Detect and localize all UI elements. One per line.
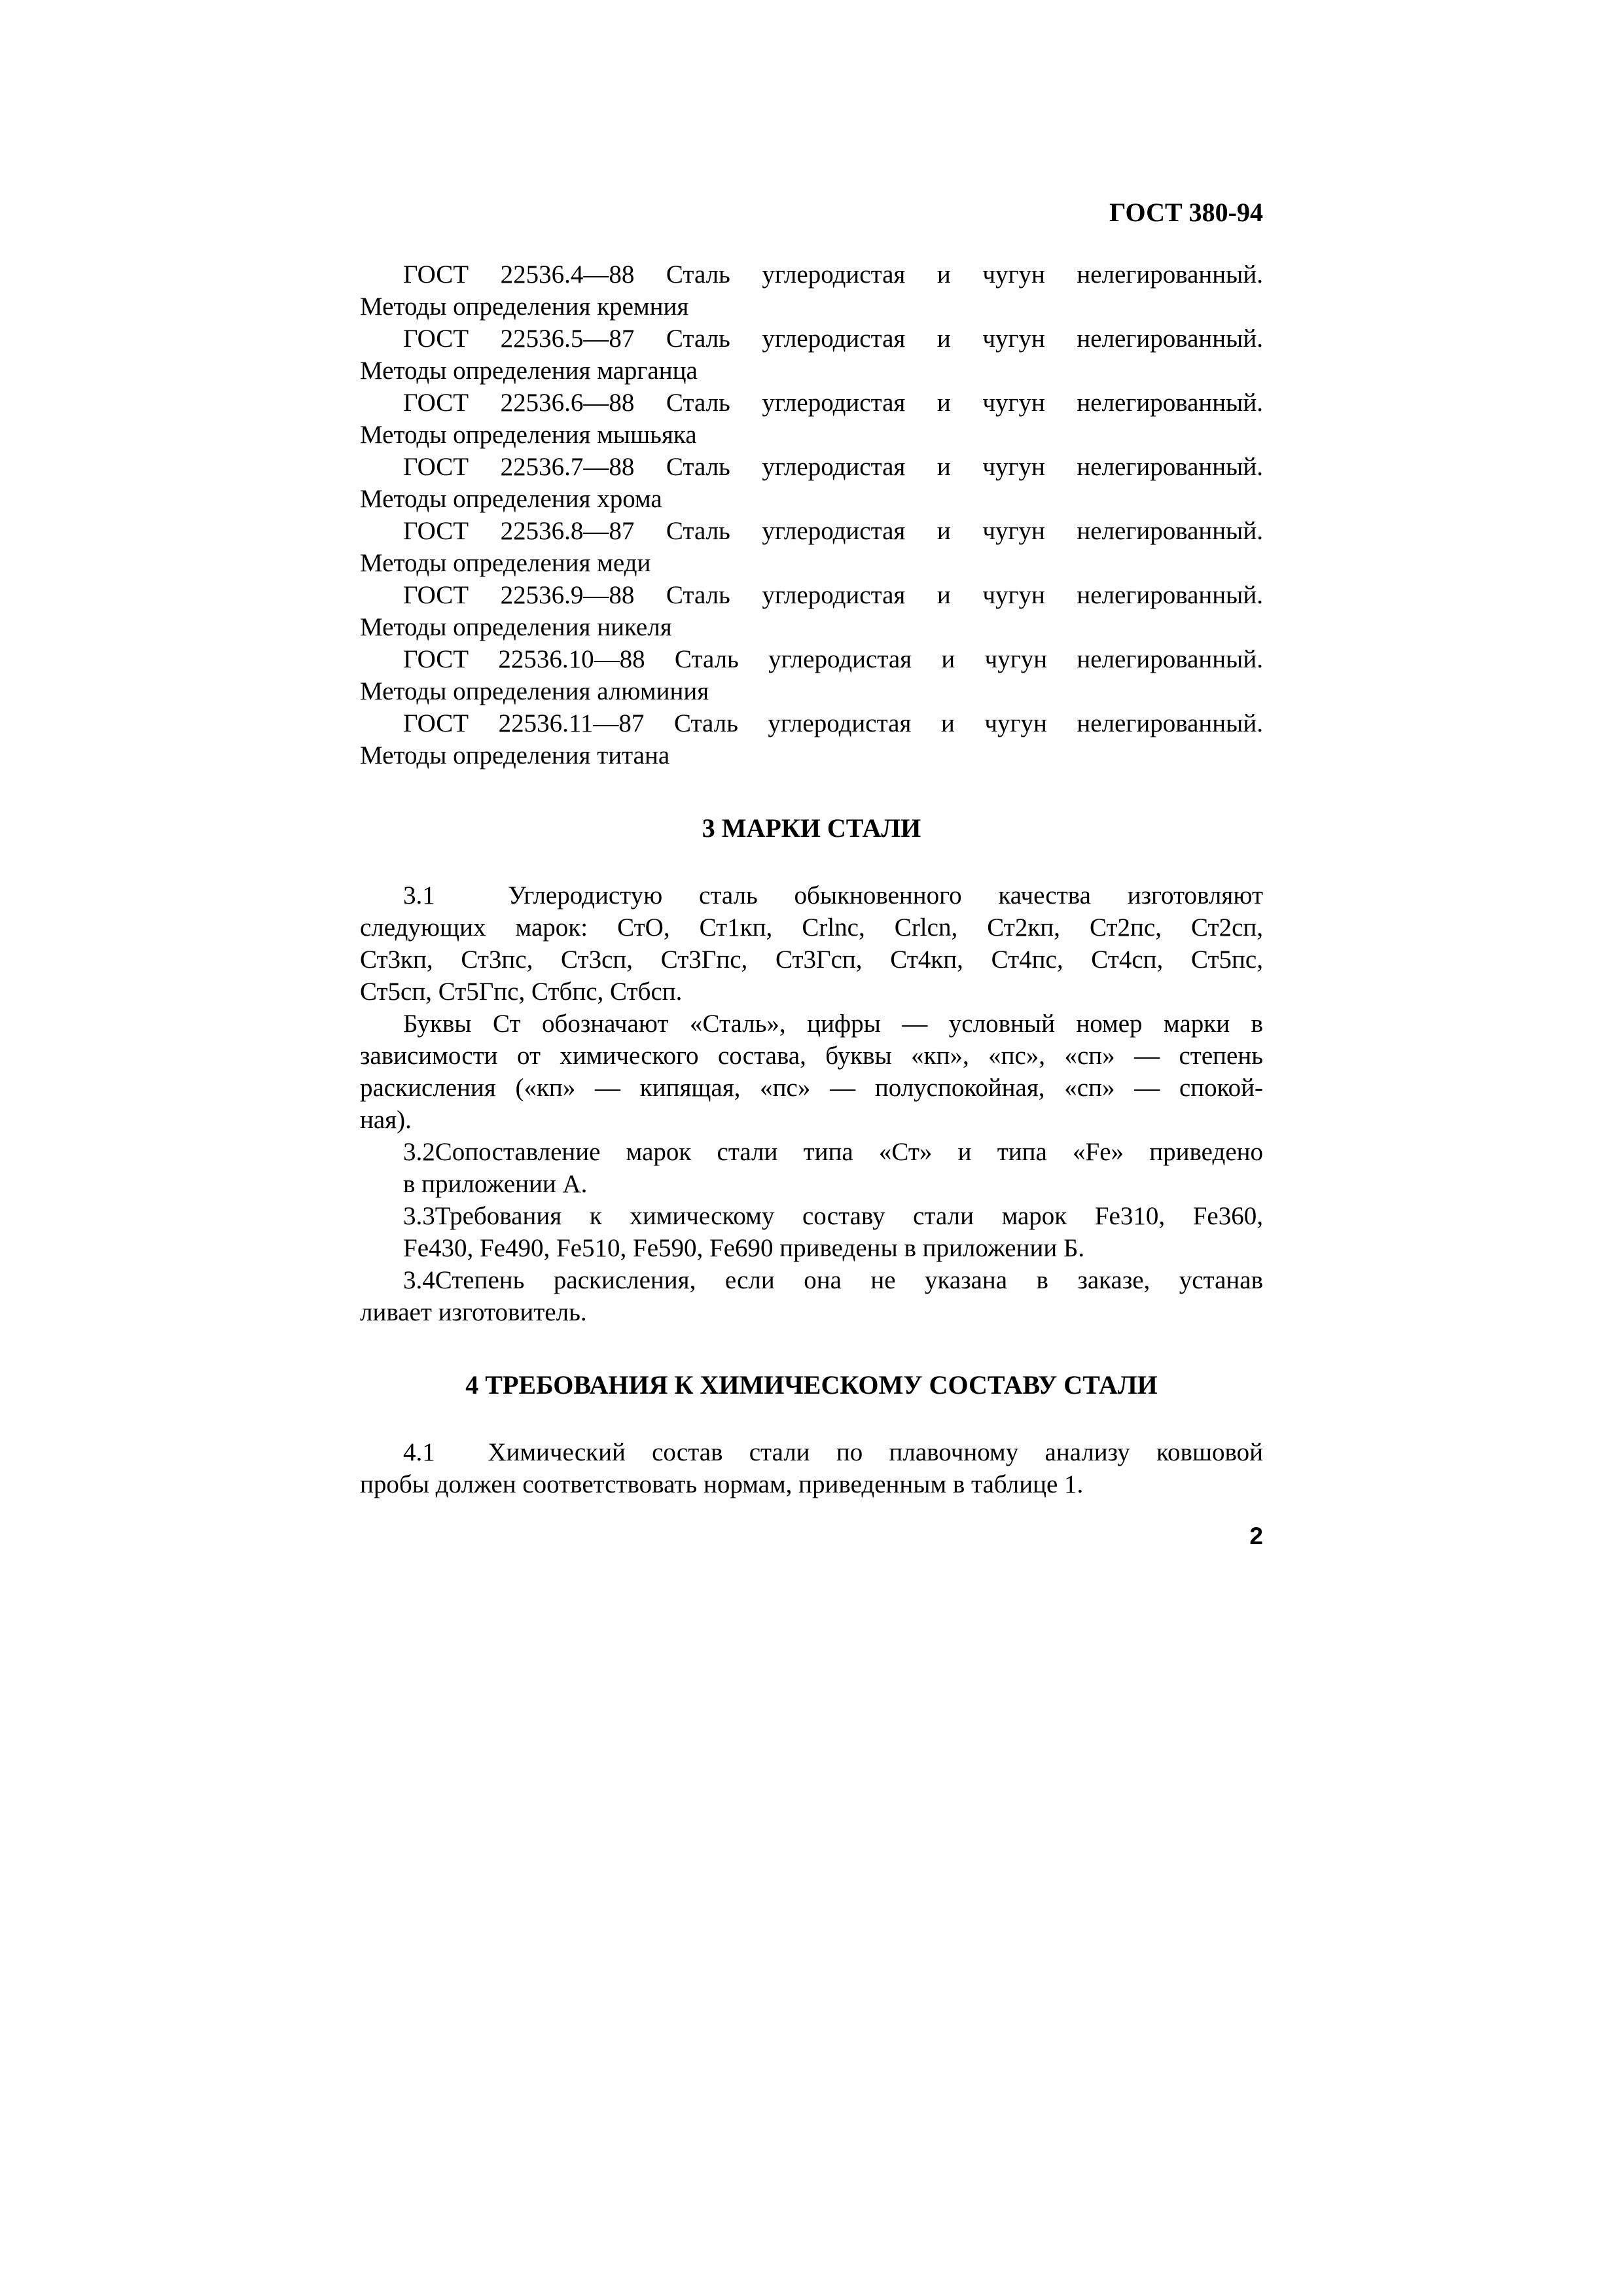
- text-line: ная).: [360, 1106, 412, 1134]
- page-number: 2: [1249, 1523, 1263, 1549]
- paragraph: [360, 387, 1263, 451]
- document-body: [360, 258, 1263, 1500]
- text-line: ГОСТ 22536.7—88 Сталь углеродистая и чугун нелегированный.: [403, 453, 1263, 481]
- text-line: Методы определения мышьяка: [360, 421, 697, 449]
- text-line: ливает изготовитель.: [360, 1298, 587, 1326]
- paragraph: [360, 515, 1263, 579]
- text-line: ГОСТ 22536.10—88 Сталь углеродистая и чугун нелегированный.: [403, 645, 1263, 673]
- text-line: Ст5сп, Ст5Гпс, Стбпс, Стбсп.: [360, 978, 683, 1006]
- paragraph: [360, 451, 1263, 515]
- paragraph: [360, 1264, 1263, 1328]
- section-heading: 3 МАРКИ СТАЛИ: [702, 813, 921, 843]
- text-line: Методы определения алюминия: [360, 677, 709, 705]
- document-header-designation: ГОСТ 380-94: [1109, 198, 1263, 227]
- text-line: в приложении А.: [403, 1170, 588, 1198]
- text-line: ГОСТ 22536.11—87 Сталь углеродистая и чугун нелегированный.: [403, 709, 1263, 737]
- paragraph: [403, 1136, 1263, 1200]
- text-line: 3.2Сопоставление марок стали типа «Ст» и типа «Fe» приведено: [403, 1138, 1263, 1166]
- paragraph: [360, 258, 1263, 323]
- text-line: Методы определения никеля: [360, 613, 672, 641]
- text-line: раскисления («кп» — кипящая, «пс» — полуспокойная, «сп» — спокой-: [360, 1074, 1263, 1102]
- text-line: ГОСТ 22536.5—87 Сталь углеродистая и чугун нелегированный.: [403, 325, 1263, 353]
- text-line: Буквы Ст обозначают «Сталь», цифры — условный номер марки в: [403, 1010, 1263, 1038]
- section-heading: 4 ТРЕБОВАНИЯ К ХИМИЧЕСКОМУ СОСТАВУ СТАЛИ: [465, 1370, 1158, 1400]
- text-line: 3.1 Углеродистую сталь обыкновенного качества изготовляют: [403, 881, 1263, 910]
- text-line: 3.4Степень раскисления, если она не указана в заказе, устанав: [403, 1266, 1263, 1294]
- paragraph: [360, 643, 1263, 707]
- text-line: следующих марок: СтО, Ст1кп, Crlnc, Crlcn, Ст2кп, Ст2пс, Ст2сп,: [360, 913, 1263, 942]
- text-line: Методы определения марганца: [360, 357, 698, 385]
- text-line: Методы определения титана: [360, 741, 670, 769]
- page-content: [360, 196, 1263, 1550]
- text-line: 3.3Требования к химическому составу стали марок Fe310, Fe360,: [403, 1202, 1263, 1230]
- text-line: ГОСТ 22536.4—88 Сталь углеродистая и чугун нелегированный.: [403, 260, 1263, 289]
- text-line: зависимости от химического состава, буквы «кп», «пс», «сп» — степень: [360, 1042, 1263, 1070]
- paragraph: [403, 1200, 1263, 1264]
- text-line: Методы определения хрома: [360, 485, 662, 513]
- paragraph: [360, 879, 1263, 1008]
- text-line: ГОСТ 22536.8—87 Сталь углеродистая и чугун нелегированный.: [403, 517, 1263, 545]
- text-line: пробы должен соответствовать нормам, приведенным в таблице 1.: [360, 1470, 1084, 1498]
- text-line: Ст3кп, Ст3пс, Ст3сп, Ст3Гпс, Ст3Гсп, Ст4кп, Ст4пс, Ст4сп, Ст5пс,: [360, 945, 1263, 974]
- text-line: ГОСТ 22536.6—88 Сталь углеродистая и чугун нелегированный.: [403, 389, 1263, 417]
- paragraph: [360, 579, 1263, 643]
- text-line: Методы определения меди: [360, 549, 651, 577]
- text-line: 4.1 Химический состав стали по плавочному анализу ковшовой: [403, 1438, 1263, 1466]
- paragraph: [360, 1436, 1263, 1500]
- paragraph: [360, 1008, 1263, 1136]
- paragraph: [360, 707, 1263, 771]
- text-line: Fe430, Fe490, Fe510, Fe590, Fe690 приведены в приложении Б.: [403, 1234, 1085, 1262]
- paragraph: [360, 323, 1263, 387]
- text-line: Методы определения кремния: [360, 292, 689, 321]
- text-line: ГОСТ 22536.9—88 Сталь углеродистая и чугун нелегированный.: [403, 581, 1263, 609]
